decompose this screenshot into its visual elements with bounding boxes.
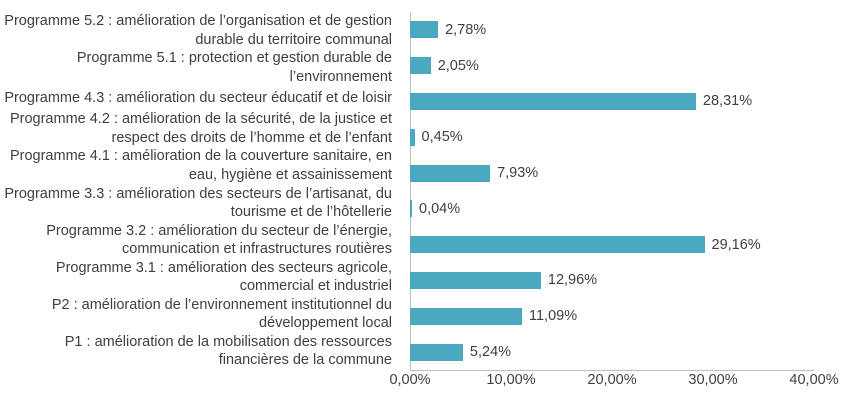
category-label: Programme 5.2 : amélioration de l’organisation et de gestion durable du territoire communal <box>4 13 392 48</box>
bar-row <box>410 48 814 84</box>
bar-row <box>410 227 814 263</box>
bar-value-label: 2,05% <box>437 57 479 74</box>
bar-value-label: 29,16% <box>711 236 761 253</box>
category-label: Programme 3.1 : amélioration des secteurs agricole, commercial et industriel <box>55 259 392 295</box>
category-label: Programme 4.2 : amélioration de la sécurité, de la justice et respect des droits de l’homme et de l’enfant <box>9 111 392 146</box>
bar-series <box>410 12 814 370</box>
bar-value-label: 12,96% <box>547 272 598 289</box>
bar-row <box>410 263 814 299</box>
bar <box>410 21 438 38</box>
x-tick-label: 10,00% <box>486 372 536 388</box>
bar <box>410 129 415 146</box>
bar <box>410 308 522 325</box>
category-label: P1 : amélioration de la mobilisation des ressources financières de la commune <box>64 333 392 369</box>
x-tick-label: 20,00% <box>587 372 637 388</box>
bar <box>410 272 541 289</box>
category-label: P2 : amélioration de l’environnement institutionnel du développement local <box>51 296 392 332</box>
bar-row <box>410 334 814 370</box>
category-label: Programme 4.3 : amélioration du secteur éducatif et de loisir <box>4 89 392 106</box>
x-axis-ticks <box>389 372 839 396</box>
x-tick-label: 0,00% <box>389 372 431 388</box>
x-tick-label: 30,00% <box>688 372 738 388</box>
bar-row <box>410 191 814 227</box>
category-label: Programme 4.1 : amélioration de la couverture sanitaire, en eau, hygiène et assainissement <box>9 148 392 183</box>
bar-value-label: 11,09% <box>529 308 578 325</box>
category-label: Programme 5.1 : protection et gestion durable de l’environnement <box>76 50 392 85</box>
bar-value-label: 5,24% <box>469 344 512 361</box>
category-axis-labels <box>0 12 400 370</box>
bar-row <box>410 155 814 191</box>
x-axis-line <box>410 370 814 371</box>
bar <box>410 344 463 361</box>
bar <box>410 200 412 217</box>
bar <box>410 236 705 253</box>
bar-row <box>410 12 814 48</box>
bar-value-label: 0,04% <box>419 200 461 217</box>
bar-row <box>410 84 814 120</box>
bar <box>410 57 431 74</box>
bar-row <box>410 298 814 334</box>
bar-value-label: 2,78% <box>445 21 487 38</box>
category-label: Programme 3.3 : amélioration des secteurs de l’artisanat, du tourisme et de l’hôtellerie <box>4 185 392 221</box>
bar <box>410 165 490 182</box>
bar <box>410 93 696 110</box>
bar-value-label: 7,93% <box>497 165 539 182</box>
bar-value-label: 28,31% <box>702 93 753 110</box>
bar-value-label: 0,45% <box>421 129 463 146</box>
category-label: Programme 3.2 : amélioration du secteur de l’énergie, communication et infrastructures routières <box>46 222 392 258</box>
bar-row <box>410 119 814 155</box>
x-tick-label: 40,00% <box>789 372 839 388</box>
